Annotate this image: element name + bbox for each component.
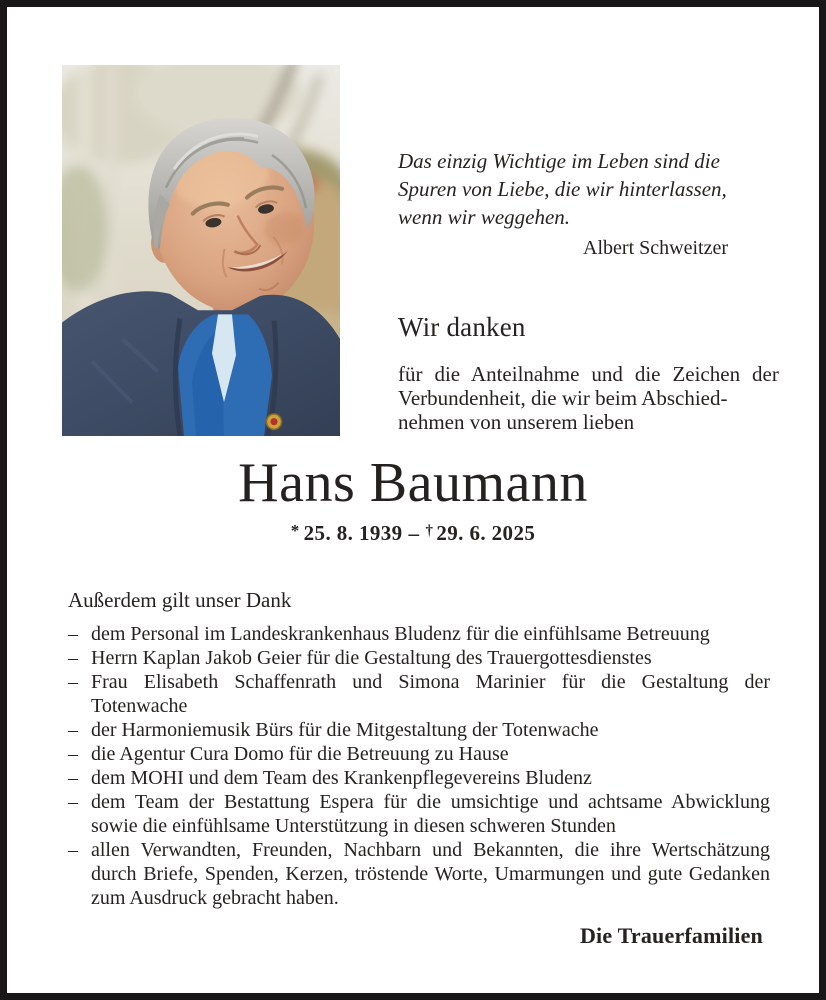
item-dash: – [68, 791, 78, 813]
deceased-name: Hans Baumann [238, 452, 588, 514]
additional-thanks-section [68, 588, 770, 910]
item-dash: – [68, 647, 78, 669]
item-dash: – [68, 623, 78, 645]
quote-lines [398, 147, 734, 231]
thanks-list-item [68, 718, 770, 742]
item-text: allen Verwandten, Freunden, Nachbarn und Bekannten, die ihre Wertschätzung durch Briefe, Spenden, Kerzen, tröstende Worte, Umarmungen und gute Gedanken zum Ausdruck gebracht haben. [91, 839, 770, 909]
thanks-list-item [68, 766, 770, 790]
thanks-list-item [68, 742, 770, 766]
item-dash: – [68, 839, 78, 861]
thanks-intro-line: nehmen von unserem lieben [398, 410, 635, 434]
item-dash: – [68, 743, 78, 765]
item-text: der Harmoniemusik Bürs für die Mitgestaltung der Totenwache [91, 719, 599, 741]
additional-thanks-heading: Außerdem gilt unser Dank [68, 588, 292, 612]
item-text: dem Team der Bestattung Espera für die umsichtige und achtsame Abwicklung sowie die einfühlsame Unterstützung in diesen schweren Stunden [91, 791, 770, 837]
item-dash: – [68, 671, 78, 693]
item-dash: – [68, 719, 78, 741]
birth-date: 25. 8. 1939 [303, 521, 403, 545]
item-text: dem MOHI und dem Team des Krankenpflegevereins Bludenz [91, 767, 592, 789]
quote-line: Spuren von Liebe, die wir hinterlassen, [398, 177, 727, 201]
item-text: die Agentur Cura Domo für die Betreuung zu Hause [91, 743, 509, 765]
thanks-list-item [68, 646, 770, 670]
thanks-intro-line: für die Anteilnahme und die Zeichen der [398, 362, 779, 386]
thanks-intro [398, 362, 779, 434]
life-dates [7, 521, 819, 546]
item-text: Frau Elisabeth Schaffenrath und Simona Marinier für die Gestaltung der Totenwache [91, 671, 770, 717]
thanks-list-item [68, 838, 770, 910]
memorial-quote [398, 147, 734, 262]
lapel-pin [267, 414, 282, 429]
thanks-list-item [68, 670, 770, 718]
dates-separator: – [408, 521, 420, 545]
death-symbol: † [425, 523, 434, 539]
portrait-photo-art [62, 65, 340, 436]
signature: Die Trauerfamilien [579, 923, 763, 948]
thanks-list-item [68, 622, 770, 646]
death-date: 29. 6. 2025 [436, 521, 536, 545]
birth-symbol: * [290, 521, 300, 540]
portrait-photo [62, 65, 340, 436]
item-dash: – [68, 767, 78, 789]
item-text: Herrn Kaplan Jakob Geier für die Gestaltung des Trauergottesdienstes [91, 647, 652, 669]
thanks-list [68, 622, 770, 910]
quote-line: Das einzig Wichtige im Leben sind die [398, 149, 720, 173]
thanks-list-item [68, 790, 770, 838]
item-text: dem Personal im Landeskrankenhaus Bludenz für die einfühlsame Betreuung [91, 623, 710, 645]
thanks-heading: Wir danken [398, 312, 526, 342]
thanks-intro-line: Verbundenheit, die wir beim Abschied- [398, 386, 728, 410]
quote-attribution: Albert Schweitzer [583, 237, 728, 259]
quote-line: wenn wir weggehen. [398, 205, 571, 229]
